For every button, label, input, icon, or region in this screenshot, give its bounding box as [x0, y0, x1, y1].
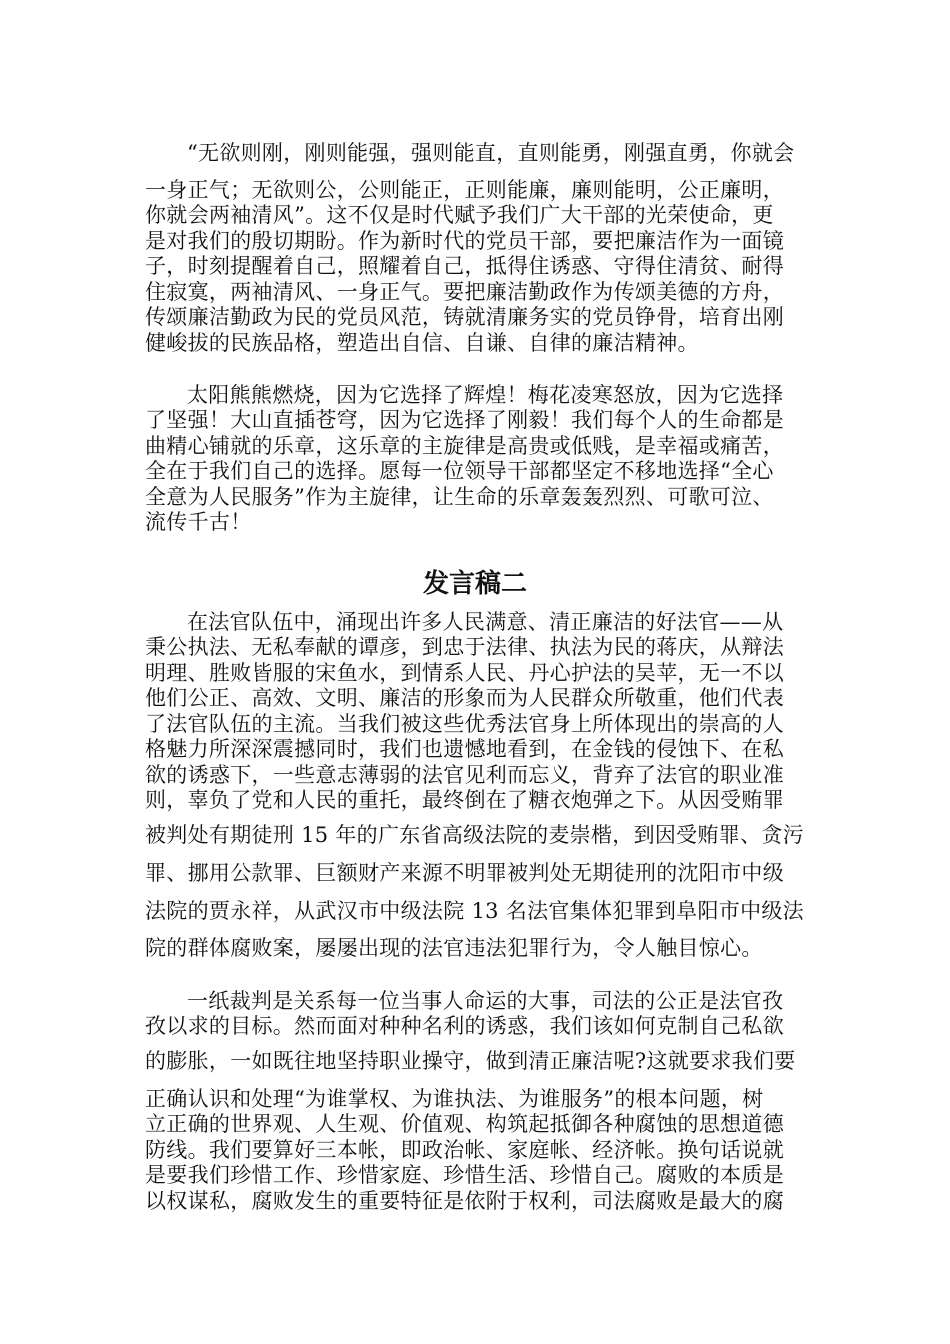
paragraph-3-line: 了法官队伍的主流。当我们被这些优秀法官身上所体现出的崇高的人 — [145, 712, 784, 736]
paragraph-1-line: 传颂廉洁勤政为民的党员风范，铸就清廉务实的党员铮骨，培育出刚 — [145, 305, 784, 329]
paragraph-3-line: 院的群体腐败案，屡屡出现的法官违法犯罪行为，令人触目惊心。 — [145, 936, 763, 960]
paragraph-1-line: 你就会两袖清风”。这不仅是时代赋予我们广大干部的光荣使命，更 — [145, 203, 774, 227]
paragraph-4-line: 立正确的世界观、人生观、价值观、构筑起抵御各种腐蚀的思想道德 — [145, 1112, 784, 1136]
paragraph-2-line: 流传千古！ — [145, 510, 252, 534]
paragraph-1-line: 健峻拔的民族品格，塑造出自信、自谦、自律的廉洁精神。 — [145, 331, 699, 355]
paragraph-3-line: 法院的贾永祥，从武汉市中级法院 13 名法官集体犯罪到阜阳市中级法 — [145, 899, 804, 923]
paragraph-4-line: 一纸裁判是关系每一位当事人命运的大事，司法的公正是法官孜 — [187, 989, 784, 1013]
section-heading: 发言稿二 — [422, 569, 527, 599]
paragraph-3-line: 在法官队伍中，涌现出许多人民满意、清正廉洁的好法官——从 — [187, 610, 784, 634]
paragraph-4-line: 以权谋私，腐败发生的重要特征是依附于权利，司法腐败是最大的腐 — [145, 1189, 784, 1213]
paragraph-4-line: 是要我们珍惜工作、珍惜家庭、珍惜生活、珍惜自己。腐败的本质是 — [145, 1163, 784, 1187]
paragraph-3-line: 秉公执法、无私奉献的谭彦，到忠于法律、执法为民的蒋庆，从辩法 — [145, 635, 784, 659]
paragraph-3-line: 他们公正、高效、文明、廉洁的形象而为人民群众所敬重，他们代表 — [145, 686, 784, 710]
paragraph-3-line: 明理、胜败皆服的宋鱼水，到情系人民、丹心护法的吴苹，无一不以 — [145, 661, 784, 685]
paragraph-4-line: 的膨胀，一如既往地坚持职业操守，做到清正廉洁呢?这就要求我们要 — [145, 1049, 796, 1073]
paragraph-1-line: 一身正气；无欲则公，公则能正，正则能廉，廉则能明，公正廉明， — [145, 178, 784, 202]
paragraph-1-line: 是对我们的殷切期盼。作为新时代的党员干部，要把廉洁作为一面镜 — [145, 229, 784, 253]
paragraph-3-line: 欲的诱惑下，一些意志薄弱的法官见利而忘义，背弃了法官的职业准 — [145, 763, 784, 787]
paragraph-3-line: 格魅力所深深震撼同时，我们也遗憾地看到，在金钱的侵蚀下、在私 — [145, 737, 784, 761]
paragraph-2-line: 全在于我们自己的选择。愿每一位领导干部都坚定不移地选择“全心 — [145, 459, 774, 483]
paragraph-2-line: 了坚强！大山直插苍穹，因为它选择了刚毅！我们每个人的生命都是 — [145, 408, 784, 432]
paragraph-4-line: 孜以求的目标。然而面对种种名利的诱惑，我们该如何克制自己私欲 — [145, 1014, 784, 1038]
paragraph-2-line: 全意为人民服务”作为主旋律，让生命的乐章轰轰烈烈、可歌可泣、 — [145, 485, 774, 509]
paragraph-2-line: 太阳熊熊燃烧，因为它选择了辉煌！梅花凌寒怒放，因为它选择 — [187, 383, 784, 407]
paragraph-1-line: 住寂寞，两袖清风、一身正气。要把廉洁勤政作为传颂美德的方舟， — [145, 280, 784, 304]
paragraph-2-line: 曲精心铺就的乐章，这乐章的主旋律是高贵或低贱，是幸福或痛苦， — [145, 434, 784, 458]
paragraph-3-line: 被判处有期徒刑 15 年的广东省高级法院的麦崇楷，到因受贿罪、贪污 — [145, 823, 804, 847]
paragraph-1-line: 子，时刻提醒着自己，照耀着自己，抵得住诱惑、守得住清贫、耐得 — [145, 254, 784, 278]
paragraph-4-line: 正确认识和处理“为谁掌权、为谁执法、为谁服务”的根本问题，树 — [145, 1087, 764, 1111]
paragraph-4-line: 防线。我们要算好三本帐，即政治帐、家庭帐、经济帐。换句话说就 — [145, 1138, 784, 1162]
paragraph-3-line: 则，辜负了党和人民的重托，最终倒在了糖衣炮弹之下。从因受贿罪 — [145, 788, 784, 812]
paragraph-1-line: “无欲则刚，刚则能强，强则能直，直则能勇，刚强直勇，你就会 — [187, 141, 795, 165]
paragraph-3-line: 罪、挪用公款罪、巨额财产来源不明罪被判处无期徒刑的沈阳市中级 — [145, 861, 784, 885]
